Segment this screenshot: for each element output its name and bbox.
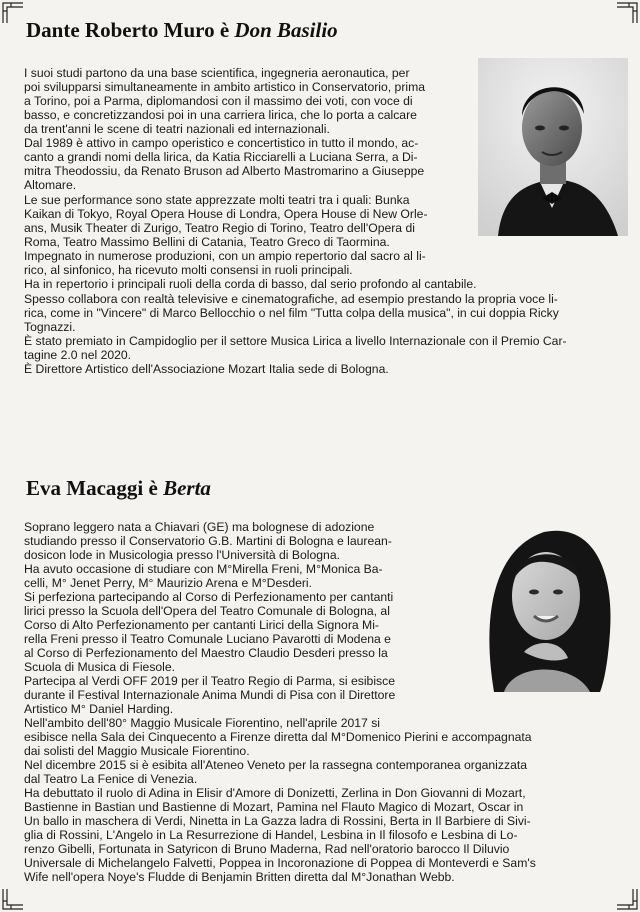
bio-line: durante il Festival Internazionale Anima Mundi di Pisa con il Direttore [24,688,396,702]
section-heading-dante-roberto-muro [26,18,338,43]
bio-line: rella Freni presso il Teatro Comunale Luciano Pavarotti di Modena e [24,632,391,646]
bio-line: rico, al sinfonico, ha ricevuto molti consensi in ruoli principali. [24,263,353,277]
bio-line: Scuola di Musica di Fiesole. [24,660,176,674]
bio-line: dai solisti del Maggio Musicale Fiorentino. [24,744,250,758]
role-name: Don Basilio [234,18,338,42]
bio-line: I suoi studi partono da una base scientifica, ingegneria aeronautica, per [24,66,410,80]
bio-line: da trent'anni le scene di teatri nazionali ed internazionali. [24,122,330,136]
bio-line: Un ballo in maschera di Verdi, Ninetta in La Gazza ladra di Rossini, Berta in Il Barbiere di Sivi- [24,814,531,828]
corner-ornament-bottom-left [2,888,24,910]
bio-line: Kaikan di Tokyo, Royal Opera House di Londra, Opera House di New Orle- [24,207,428,221]
bio-line: dosicon lode in Musicologia presso l'Università di Bologna. [24,548,340,562]
bio-line: esibisce nella Sala dei Cinquecento a Firenze diretta dal M°Domenico Pierini e accompagnata [24,730,532,744]
bio-line: Corso di Alto Perfezionamento per cantanti Lirici della Signora Mi- [24,618,379,632]
bio-line: basso, e concretizzandosi poi in una carriera lirica, che lo porta a calcare [24,108,417,122]
bio-line: al Corso di Perfezionamento del Maestro Claudio Desderi presso la [24,646,388,660]
bio-line: Nel dicembre 2015 si è esibita all'Ateneo Veneto per la rassegna contemporanea organizzata [24,758,528,772]
bio-line: studiando presso il Conservatorio G.B. Martini di Bologna e laurean- [24,534,392,548]
bio-line: canto a grandi nomi della lirica, da Katia Ricciarelli a Luciana Serra, a Di- [24,150,418,164]
bio-line: ans, Musik Theater di Zurigo, Teatro Regio di Torino, Teatro dell'Opera di [24,221,415,235]
bio-line: Artistico M° Daniel Harding. [24,702,174,716]
bio-line: Tognazzi. [24,320,76,334]
bio-line: Spesso collabora con realtà televisive e cinematografiche, ad esempio prestando la propria voce li- [24,292,558,306]
bio-line: Dal 1989 è attivo in campo operistico e concertistico in tutto il mondo, ac- [24,136,419,150]
bio-line: celli, M° Jenet Perry, M° Maurizio Arena e M°Desderi. [24,576,313,590]
bio-line: Wife nell'opera Noye's Fludde di Benjamin Britten diretta dal M°Jonathan Webb. [24,870,455,884]
portrait-photo-dante-roberto-muro [478,58,628,236]
bio-line: Ha in repertorio i principali ruoli della corda di basso, dal serio profondo al cantabile. [24,277,477,291]
bio-line: rica, come in "Vincere" di Marco Bellocchio o nel film "Tutta colpa della musica", in cui doppia Ricky [24,306,559,320]
bio-line: Impegnato in numerose produzioni, con un ampio repertorio dal sacro al li- [24,249,426,263]
bio-line: mitra Theodossiu, da Renato Bruson ad Alberto Mastromarino a Giuseppe [24,164,425,178]
corner-ornament-bottom-right [616,888,638,910]
corner-ornament-top-right [616,2,638,24]
singer-name: Eva Macaggi è [26,476,164,500]
portrait-photo-eva-macaggi [464,512,626,692]
bio-line: Ha avuto occasione di studiare con M°Mirella Freni, M°Monica Ba- [24,562,383,576]
corner-ornament-top-left [2,2,24,24]
bio-line: tagine 2.0 nel 2020. [24,348,132,362]
singer-name: Dante Roberto Muro è [26,18,235,42]
bio-line: Universale di Michelangelo Falvetti, Poppea in Incoronazione di Poppea di Monteverdi e Sam's [24,856,536,870]
bio-line: lirici presso la Scuola dell'Opera del Teatro Comunale di Bologna, al [24,604,390,618]
bio-line: poi svilupparsi simultaneamente in ambito artistico in Conservatorio, prima [24,80,426,94]
bio-line: È Direttore Artistico dell'Associazione Mozart Italia sede di Bologna. [24,362,389,376]
bio-line: Si perfeziona partecipando al Corso di Perfezionamento per cantanti [24,590,394,604]
bio-line: renzo Gibelli, Fortunata in Satyricon di Bruno Maderna, Rad nell'oratorio barocco Il Diluvio [24,842,510,856]
bio-line: Roma, Teatro Massimo Bellini di Catania, Teatro Greco di Taormina. [24,235,390,249]
bio-line: Nell'ambito dell'80° Maggio Musicale Fiorentino, nell'aprile 2017 si [24,716,380,730]
bio-line: Partecipa al Verdi OFF 2019 per il Teatro Regio di Parma, si esibisce [24,674,395,688]
bio-line: Soprano leggero nata a Chiavari (GE) ma bolognese di adozione [24,520,375,534]
bio-line: a Torino, poi a Parma, diplomandosi con il massimo dei voti, con voce di [24,94,413,108]
bio-line: Altomare. [24,178,77,192]
role-name: Berta [163,476,211,500]
bio-line: glia di Rossini, L'Angelo in La Resurrezione di Handel, Lesbina in Il filosofo e Lesbina di Lo- [24,828,518,842]
bio-line: È stato premiato in Campidoglio per il settore Musica Lirica a livello Internazionale con il Premio Car- [24,334,567,348]
section-heading-eva-macaggi [26,476,211,501]
bio-line: Ha debuttato il ruolo di Adina in Elisir d'Amore di Donizetti, Zerlina in Don Giovanni di Mozart, [24,786,526,800]
bio-line: dal Teatro La Fenice di Venezia. [24,772,198,786]
bio-line: Le sue performance sono state apprezzate molti teatri tra i quali: Bunka [24,193,410,207]
bio-line: Bastienne in Bastian und Bastienne di Mozart, Pamina nel Flauto Magico di Mozart, Oscar in [24,800,524,814]
